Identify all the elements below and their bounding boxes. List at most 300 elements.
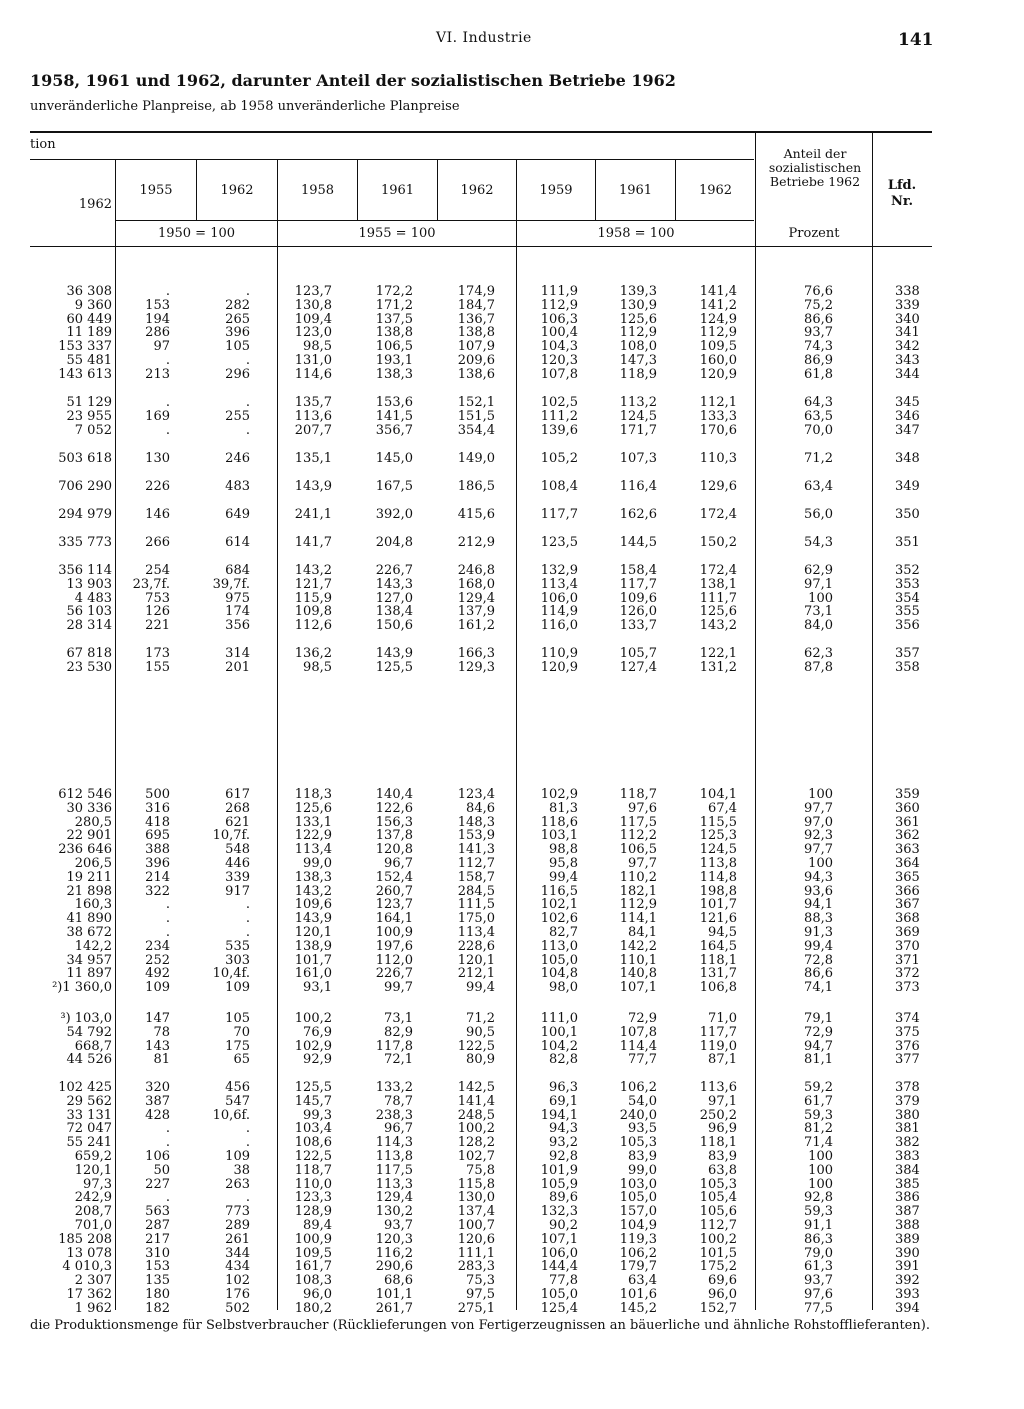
table-cell: 136,7 <box>457 311 495 327</box>
table-cell: 97,3 <box>83 1176 112 1192</box>
table-cell: 175,2 <box>699 1259 737 1275</box>
table-cell: 117,8 <box>375 1038 413 1054</box>
table-cell: 83,9 <box>708 1149 737 1164</box>
table-cell: 110,9 <box>540 646 578 661</box>
table-cell: 33 131 <box>66 1107 112 1123</box>
table-cell: 296 <box>225 366 250 382</box>
table-cell: 179,7 <box>619 1259 657 1275</box>
table-cell: 72,1 <box>384 1052 413 1068</box>
table-cell: 124,5 <box>619 408 657 424</box>
table-cell: 335 773 <box>58 535 112 550</box>
row-number: 373 <box>895 980 920 996</box>
table-cell: 120,3 <box>540 353 578 368</box>
row-number: 357 <box>895 646 920 661</box>
table-cell: 77,8 <box>549 1273 578 1289</box>
row-number: 342 <box>895 339 920 355</box>
table-cell: 28 314 <box>66 618 112 634</box>
table-cell: 117,7 <box>540 507 578 522</box>
table-cell: 500 <box>145 787 170 802</box>
table-cell: 102 425 <box>58 1080 112 1095</box>
table-cell: . <box>165 925 170 940</box>
table-cell: 23 955 <box>66 408 112 424</box>
table-cell: 70,0 <box>804 422 833 438</box>
table-cell: 61,3 <box>804 1259 833 1275</box>
table-cell: . <box>245 1121 250 1137</box>
col-divider <box>755 131 756 1310</box>
table-cell: 125,6 <box>619 311 657 327</box>
table-cell: 248,5 <box>457 1107 495 1123</box>
table-cell: 294 979 <box>58 507 112 522</box>
table-cell: . <box>165 395 170 410</box>
table-cell: 238,3 <box>375 1107 413 1123</box>
table-cell: 96,0 <box>303 1287 332 1302</box>
table-cell: 110,1 <box>619 952 657 968</box>
table-cell: 147,3 <box>619 353 657 368</box>
header-tion: tion <box>30 137 56 152</box>
table-cell: 107,1 <box>540 1231 578 1247</box>
table-cell: 290,6 <box>375 1259 413 1275</box>
row-number: 351 <box>895 535 920 550</box>
top-rule <box>30 131 932 133</box>
table-cell: 117,5 <box>619 814 657 830</box>
table-cell: 114,9 <box>540 604 578 620</box>
table-cell: 548 <box>225 842 250 858</box>
table-cell: . <box>165 353 170 368</box>
table-cell: 101,6 <box>619 1287 657 1302</box>
row-number: 391 <box>895 1259 920 1275</box>
table-cell: 252 <box>145 952 170 968</box>
table-cell: 106,2 <box>619 1080 657 1095</box>
table-cell: 120,1 <box>457 952 495 968</box>
table-cell: 129,3 <box>457 659 495 675</box>
row-number: 356 <box>895 618 920 634</box>
table-cell: 63,4 <box>804 479 833 494</box>
table-cell: 198,8 <box>699 883 737 899</box>
table-cell: 125,5 <box>294 1080 332 1095</box>
table-cell: . <box>245 925 250 940</box>
table-cell: 99,4 <box>804 938 833 954</box>
table-cell: 137,5 <box>375 311 413 327</box>
table-cell: 67 818 <box>66 646 112 661</box>
table-cell: 77,7 <box>628 1052 657 1068</box>
table-cell: 415,6 <box>457 507 495 522</box>
table-cell: 180 <box>145 1287 170 1302</box>
header-col-1962: 1962 <box>460 183 494 198</box>
table-cell: 161,7 <box>294 1259 332 1275</box>
row-number: 388 <box>895 1218 920 1233</box>
table-cell: 88,3 <box>804 911 833 927</box>
table-cell: 659,2 <box>74 1149 112 1164</box>
table-cell: 109 <box>225 1149 250 1164</box>
table-cell: 54,0 <box>628 1093 657 1109</box>
table-cell: 86,3 <box>804 1231 833 1247</box>
base-1958: 1958 = 100 <box>597 226 675 241</box>
table-cell: 122,6 <box>375 800 413 816</box>
table-cell: 96,9 <box>708 1121 737 1137</box>
table-cell: 61,8 <box>804 366 833 382</box>
table-cell: 112,1 <box>699 395 737 410</box>
table-cell: 93,1 <box>303 980 332 996</box>
table-cell: 303 <box>225 952 250 968</box>
table-cell: 100,2 <box>294 1011 332 1026</box>
table-cell: 217 <box>145 1231 170 1247</box>
table-cell: 97,6 <box>628 800 657 816</box>
table-cell: 197,6 <box>375 938 413 954</box>
table-cell: 227 <box>145 1176 170 1192</box>
table-cell: 54,3 <box>804 535 833 550</box>
table-cell: 109,4 <box>294 311 332 327</box>
row-number: 377 <box>895 1052 920 1068</box>
table-cell: 84,1 <box>628 925 657 940</box>
table-cell: 105,9 <box>540 1176 578 1192</box>
table-cell: 240,0 <box>619 1107 657 1123</box>
table-cell: 204,8 <box>375 535 413 550</box>
table-cell: 137,9 <box>457 604 495 620</box>
table-cell: 76,6 <box>804 284 833 299</box>
table-cell: 226,7 <box>375 966 413 982</box>
table-cell: 143,9 <box>294 911 332 927</box>
table-cell: 113,4 <box>540 576 578 592</box>
table-cell: 106,5 <box>375 339 413 355</box>
table-cell: 172,4 <box>699 507 737 522</box>
table-cell: 547 <box>225 1093 250 1109</box>
header-lfd-nr: Lfd. Nr. <box>887 178 917 209</box>
table-cell: 975 <box>225 590 250 606</box>
table-cell: 185 208 <box>58 1231 112 1247</box>
table-cell: 286 <box>145 325 170 341</box>
table-cell: 119,0 <box>699 1038 737 1054</box>
table-cell: . <box>245 911 250 927</box>
table-cell: 169 <box>145 408 170 424</box>
table-cell: 250,2 <box>699 1107 737 1123</box>
table-cell: 214 <box>145 869 170 885</box>
table-cell: 172,2 <box>375 284 413 299</box>
table-cell: 106,2 <box>619 1245 657 1261</box>
table-cell: 706 290 <box>58 479 112 494</box>
table-cell: 563 <box>145 1204 170 1220</box>
table-cell: 109,5 <box>294 1245 332 1261</box>
table-cell: 100,1 <box>540 1024 578 1040</box>
header-anteil: Anteil der sozialistischen Betriebe 1962 <box>768 146 862 189</box>
table-cell: 753 <box>145 590 170 606</box>
table-cell: 74,1 <box>804 980 833 996</box>
table-cell: 133,3 <box>699 408 737 424</box>
table-cell: 13 903 <box>66 576 112 592</box>
table-cell: 77,5 <box>804 1300 833 1316</box>
row-number: 344 <box>895 366 920 382</box>
table-cell: 695 <box>145 828 170 844</box>
row-number: 367 <box>895 897 920 913</box>
table-cell: 125,5 <box>375 659 413 675</box>
table-cell: 86,9 <box>804 353 833 368</box>
table-cell: 113,4 <box>457 925 495 940</box>
table-cell: 71,0 <box>708 1011 737 1026</box>
table-cell: 97,7 <box>804 800 833 816</box>
table-cell: 17 362 <box>66 1287 112 1302</box>
table-cell: 92,9 <box>303 1052 332 1068</box>
col-divider <box>872 131 873 1310</box>
table-cell: 106,5 <box>619 842 657 858</box>
table-cell: 7 052 <box>74 422 112 438</box>
table-cell: 89,6 <box>549 1190 578 1206</box>
table-cell: 120,8 <box>375 842 413 858</box>
table-cell: 152,1 <box>457 395 495 410</box>
table-cell: 483 <box>225 479 250 494</box>
table-cell: 120,9 <box>540 659 578 675</box>
table-cell: 4 010,3 <box>62 1259 112 1275</box>
table-cell: . <box>245 1190 250 1206</box>
table-cell: 153,9 <box>457 828 495 844</box>
table-cell: 145,7 <box>294 1093 332 1109</box>
table-cell: 418 <box>145 814 170 830</box>
table-cell: 125,4 <box>540 1300 578 1316</box>
table-cell: 114,4 <box>619 1038 657 1054</box>
table-cell: 103,4 <box>294 1121 332 1137</box>
table-cell: 153 <box>145 1259 170 1275</box>
header-col-1958: 1958 <box>300 183 335 198</box>
row-number: 355 <box>895 604 920 620</box>
row-number: 380 <box>895 1107 920 1123</box>
table-cell: 141,5 <box>375 408 413 424</box>
table-cell: 102,1 <box>540 897 578 913</box>
table-cell: 118,1 <box>699 952 737 968</box>
table-cell: 2 307 <box>74 1273 112 1289</box>
table-cell: 221 <box>145 618 170 634</box>
table-cell: 86,6 <box>804 966 833 982</box>
table-cell: 111,1 <box>457 1245 495 1261</box>
table-cell: 112,0 <box>375 952 413 968</box>
table-cell: 111,5 <box>457 897 495 913</box>
table-cell: 122,5 <box>294 1149 332 1164</box>
table-cell: 118,3 <box>294 787 332 802</box>
row-number: 382 <box>895 1135 920 1151</box>
table-cell: 71,2 <box>804 451 833 466</box>
table-cell: 36 308 <box>66 284 112 299</box>
table-cell: 145,0 <box>375 451 413 466</box>
table-cell: 139,6 <box>540 422 578 438</box>
table-cell: 668,7 <box>74 1038 112 1054</box>
table-cell: 56 103 <box>66 604 112 620</box>
table-cell: 130,0 <box>457 1190 495 1206</box>
table-cell: 23,7f. <box>132 576 170 592</box>
table-cell: . <box>245 897 250 913</box>
table-cell: 63,8 <box>708 1162 737 1178</box>
table-cell: 96,0 <box>708 1287 737 1302</box>
table-cell: 100,7 <box>457 1218 495 1233</box>
table-cell: 114,3 <box>375 1135 413 1151</box>
table-cell: 139,3 <box>619 284 657 299</box>
table-cell: 354,4 <box>457 422 495 438</box>
table-cell: 176 <box>225 1287 250 1302</box>
base-1955: 1955 = 100 <box>358 226 436 241</box>
table-cell: 456 <box>225 1080 250 1095</box>
row-number: 386 <box>895 1190 920 1206</box>
table-cell: 100 <box>808 856 833 871</box>
section-heading: VI. Industrie <box>436 30 532 46</box>
row-number: 375 <box>895 1024 920 1040</box>
table-cell: 106,0 <box>540 590 578 606</box>
table-cell: 81,1 <box>804 1052 833 1068</box>
table-cell: 78,7 <box>384 1093 413 1109</box>
table-cell: 11 897 <box>66 966 112 982</box>
table-cell: 105,2 <box>540 451 578 466</box>
table-cell: 206,5 <box>74 856 112 871</box>
table-cell: 289 <box>225 1218 250 1233</box>
table-cell: 254 <box>145 563 170 578</box>
row-number: 349 <box>895 479 920 494</box>
table-cell: 141,4 <box>457 1093 495 1109</box>
table-cell: 143,9 <box>294 479 332 494</box>
table-cell: 84,0 <box>804 618 833 634</box>
table-cell: 101,5 <box>699 1245 737 1261</box>
header-rule-1 <box>30 159 754 160</box>
table-cell: 98,5 <box>303 339 332 355</box>
table-cell: 146 <box>145 507 170 522</box>
table-cell: 104,8 <box>540 966 578 982</box>
table-cell: 131,0 <box>294 353 332 368</box>
table-cell: 120,1 <box>294 925 332 940</box>
row-number: 364 <box>895 856 920 871</box>
table-cell: 102,7 <box>457 1149 495 1164</box>
table-cell: 125,6 <box>294 800 332 816</box>
table-cell: 143,3 <box>375 576 413 592</box>
table-cell: 112,7 <box>699 1218 737 1233</box>
table-cell: 90,5 <box>466 1024 495 1040</box>
row-number: 348 <box>895 451 920 466</box>
table-cell: 112,9 <box>540 297 578 313</box>
table-cell: 147 <box>145 1011 170 1026</box>
row-number: 387 <box>895 1204 920 1220</box>
table-cell: 122,1 <box>699 646 737 661</box>
table-cell: 96,7 <box>384 1121 413 1137</box>
table-cell: 283,3 <box>457 1259 495 1275</box>
table-cell: 128,9 <box>294 1204 332 1220</box>
table-cell: 73,1 <box>384 1011 413 1026</box>
table-cell: 172,4 <box>699 563 737 578</box>
table-cell: 69,1 <box>549 1093 578 1109</box>
table-cell: 65 <box>233 1052 250 1068</box>
table-cell: 320 <box>145 1080 170 1095</box>
table-cell: 138,4 <box>375 604 413 620</box>
table-cell: 123,7 <box>375 897 413 913</box>
table-cell: 55 481 <box>66 353 112 368</box>
table-cell: 97 <box>153 339 170 355</box>
table-cell: 104,1 <box>699 787 737 802</box>
table-cell: 54 792 <box>66 1024 112 1040</box>
table-cell: 150,2 <box>699 535 737 550</box>
table-cell: 75,8 <box>466 1162 495 1178</box>
table-cell: 99,4 <box>466 980 495 996</box>
table-cell: 133,7 <box>619 618 657 634</box>
table-cell: 142,2 <box>619 938 657 954</box>
table-cell: 97,1 <box>708 1093 737 1109</box>
table-cell: 99,3 <box>303 1107 332 1123</box>
table-cell: 125,6 <box>699 604 737 620</box>
table-cell: 101,1 <box>375 1287 413 1302</box>
col-divider <box>277 159 278 1310</box>
table-cell: 81 <box>153 1052 170 1068</box>
table-cell: 104,9 <box>619 1218 657 1233</box>
table-cell: 59,3 <box>804 1204 833 1220</box>
table-cell: 284,5 <box>457 883 495 899</box>
table-cell: ²)1 360,0 <box>52 980 112 996</box>
table-cell: 98,5 <box>303 659 332 675</box>
table-cell: 111,9 <box>540 284 578 299</box>
table-cell: 100 <box>808 1149 833 1164</box>
table-cell: 123,4 <box>457 787 495 802</box>
table-cell: 150,6 <box>375 618 413 634</box>
row-number: 371 <box>895 952 920 968</box>
table-cell: 87,8 <box>804 659 833 675</box>
table-cell: 127,4 <box>619 659 657 675</box>
table-cell: 60 449 <box>66 311 112 327</box>
table-cell: 184,7 <box>457 297 495 313</box>
table-cell: 123,7 <box>294 284 332 299</box>
table-cell: 212,9 <box>457 535 495 550</box>
table-cell: 100,9 <box>375 925 413 940</box>
table-cell: 166,3 <box>457 646 495 661</box>
table-cell: 180,2 <box>294 1300 332 1316</box>
table-cell: 392,0 <box>375 507 413 522</box>
table-cell: 158,7 <box>457 869 495 885</box>
table-cell: 118,9 <box>619 366 657 382</box>
table-cell: 123,3 <box>294 1190 332 1206</box>
table-cell: 112,2 <box>619 828 657 844</box>
row-number: 381 <box>895 1121 920 1137</box>
table-cell: 282 <box>225 297 250 313</box>
table-cell: 59,2 <box>804 1080 833 1095</box>
table-cell: 50 <box>153 1162 170 1178</box>
table-cell: 246 <box>225 451 250 466</box>
table-cell: 132,9 <box>540 563 578 578</box>
table-cell: 100 <box>808 1162 833 1178</box>
table-cell: 93,7 <box>804 1273 833 1289</box>
table-cell: 94,3 <box>804 869 833 885</box>
header-col-1961: 1961 <box>380 183 415 198</box>
table-cell: 261,7 <box>375 1300 413 1316</box>
table-cell: 137,8 <box>375 828 413 844</box>
table-cell: 107,8 <box>619 1024 657 1040</box>
table-cell: . <box>245 422 250 438</box>
table-cell: 143,2 <box>294 563 332 578</box>
table-cell: 143,2 <box>294 883 332 899</box>
table-cell: 314 <box>225 646 250 661</box>
table-cell: 280,5 <box>74 814 112 830</box>
table-cell: 344 <box>225 1245 250 1261</box>
table-cell: . <box>165 897 170 913</box>
table-cell: 21 898 <box>66 883 112 899</box>
row-number: 383 <box>895 1149 920 1164</box>
table-cell: 126,0 <box>619 604 657 620</box>
table-cell: 74,3 <box>804 339 833 355</box>
row-number: 343 <box>895 353 920 368</box>
table-cell: 100,2 <box>457 1121 495 1137</box>
row-number: 350 <box>895 507 920 522</box>
table-cell: 73,1 <box>804 604 833 620</box>
table-cell: 91,1 <box>804 1218 833 1233</box>
table-cell: 261 <box>225 1231 250 1247</box>
table-cell: 92,8 <box>549 1149 578 1164</box>
table-cell: 208,7 <box>74 1204 112 1220</box>
table-cell: 29 562 <box>66 1093 112 1109</box>
table-cell: 143 <box>145 1038 170 1054</box>
table-cell: 167,5 <box>375 479 413 494</box>
table-cell: 94,5 <box>708 925 737 940</box>
table-cell: 81,3 <box>549 800 578 816</box>
table-cell: 62,9 <box>804 563 833 578</box>
row-number: 358 <box>895 659 920 675</box>
table-cell: 122,5 <box>457 1038 495 1054</box>
